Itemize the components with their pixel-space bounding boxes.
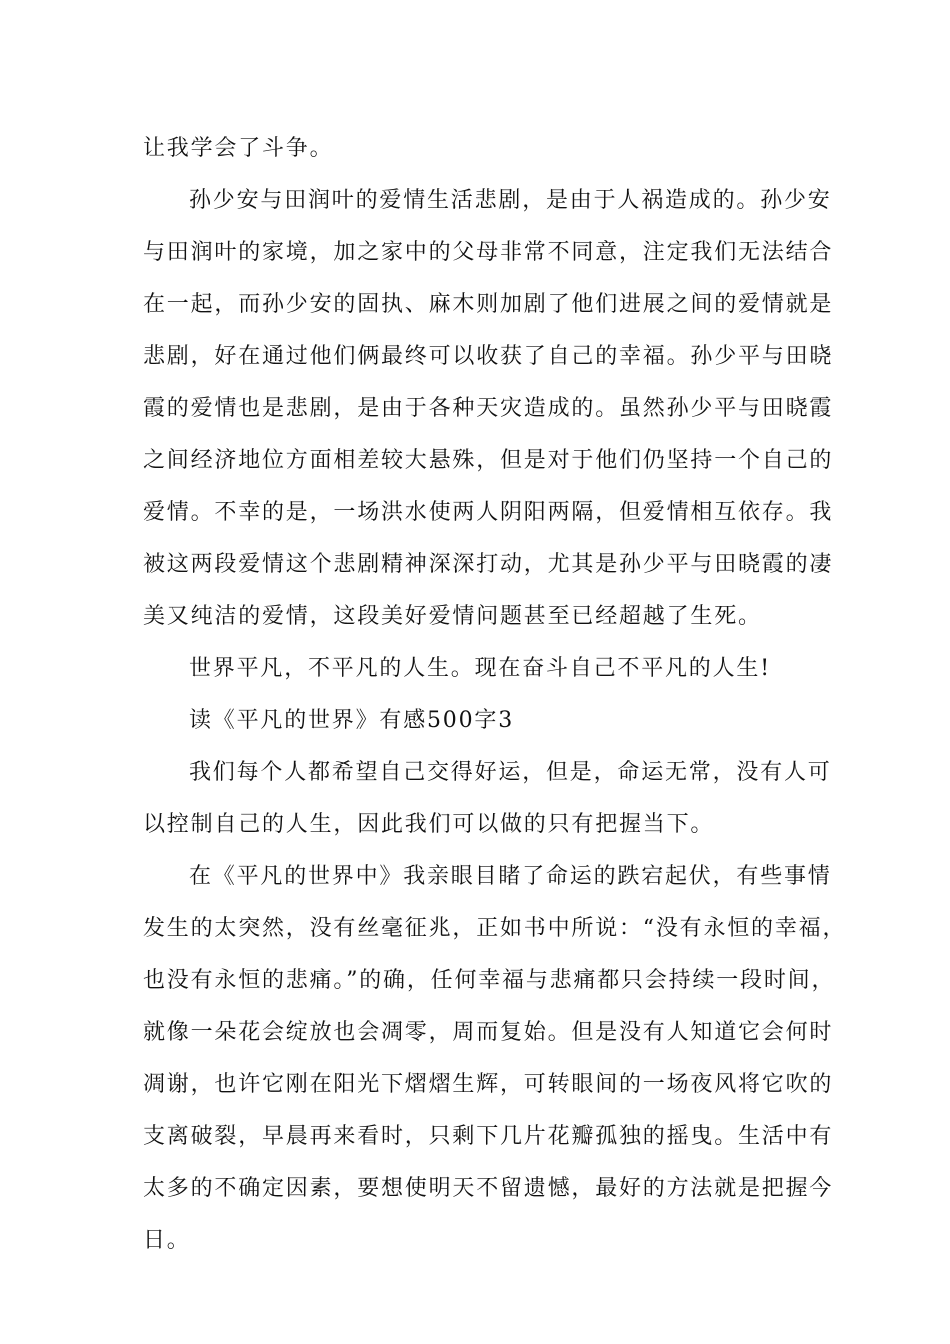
text-line: 以控制自己的人生，因此我们可以做的只有把握当下。 xyxy=(143,812,715,837)
text-line: 让我学会了斗争。 xyxy=(143,136,334,161)
text-line: 与田润叶的家境，加之家中的父母非常不同意，注定我们无法结合 xyxy=(143,240,834,265)
paragraph-start-line: 孙少安与田润叶的爱情生活悲剧，是由于人祸造成的。孙少安 xyxy=(189,188,832,213)
paragraph-start-line: 在《平凡的世界中》我亲眼目睹了命运的跌宕起伏，有些事情 xyxy=(189,864,832,889)
text-line: 在一起，而孙少安的固执、麻木则加剧了他们进展之间的爱情就是 xyxy=(143,292,834,317)
text-line: 之间经济地位方面相差较大悬殊，但是对于他们仍坚持一个自己的 xyxy=(143,448,834,473)
text-line: 支离破裂，早晨再来看时，只剩下几片花瓣孤独的摇曳。生活中有 xyxy=(143,1124,834,1149)
text-line: 被这两段爱情这个悲剧精神深深打动，尤其是孙少平与田晓霞的凄 xyxy=(143,552,834,577)
text-line: 也没有永恒的悲痛。”的确，任何幸福与悲痛都只会持续一段时间， xyxy=(143,968,836,993)
text-line: 悲剧，好在通过他们俩最终可以收获了自己的幸福。孙少平与田晓 xyxy=(143,344,834,369)
section-heading: 读《平凡的世界》有感500字3 xyxy=(189,708,514,733)
paragraph-start-line: 世界平凡，不平凡的人生。现在奋斗自己不平凡的人生! xyxy=(189,656,771,681)
text-line: 日。 xyxy=(143,1228,191,1253)
paragraph-start-line: 我们每个人都希望自己交得好运，但是，命运无常，没有人可 xyxy=(189,760,832,785)
text-line: 就像一朵花会绽放也会凋零，周而复始。但是没有人知道它会何时 xyxy=(143,1020,834,1045)
text-line: 美又纯洁的爱情，这段美好爱情问题甚至已经超越了生死。 xyxy=(143,604,762,629)
text-line: 爱情。不幸的是，一场洪水使两人阴阳两隔，但爱情相互依存。我 xyxy=(143,500,834,525)
text-line: 太多的不确定因素，要想使明天不留遗憾，最好的方法就是把握今 xyxy=(143,1176,834,1201)
text-line: 霞的爱情也是悲剧，是由于各种天灾造成的。虽然孙少平与田晓霞 xyxy=(143,396,834,421)
text-line: 发生的太突然，没有丝毫征兆，正如书中所说：“没有永恒的幸福， xyxy=(143,916,847,941)
text-line: 凋谢，也许它刚在阳光下熠熠生辉，可转眼间的一场夜风将它吹的 xyxy=(143,1072,834,1097)
